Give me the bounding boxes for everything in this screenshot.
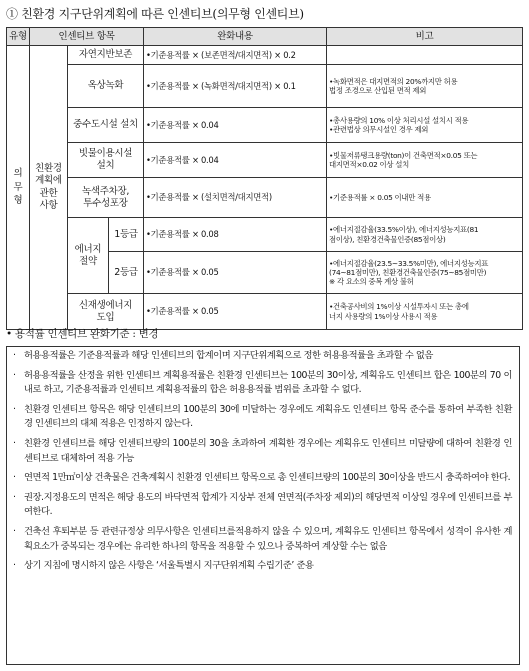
table-row [7,143,523,178]
type-cell: 의 무 형 [7,46,30,330]
header-relief: 완화내용 [144,28,327,46]
item-cell: 빗물이용시설 설치 [68,143,144,178]
table-row [7,46,523,65]
list-item [13,471,512,486]
bullet-mark: · [13,560,16,572]
grade-cell: 1등급 [109,218,144,252]
list-item-text: 허용용적률을 산정을 위한 인센티브 계획용적률은 친환경 인센티브는 100분의 30이상, 계획유도 인센티브 합은 100분의 70 이내로 하고, 기준용적률과 인센티브 계획용적률의 합은 허용용적률 범위를 초과할 수 없다. [24,369,512,396]
table-header-row [7,28,523,46]
list-item-text: 친환경 인센티브 항목은 해당 인센티브의 100분의 30에 미달하는 경우에도 계획유도 인센티브 항목 준수를 통하여 부족한 친환경 인센티브의 대체 적용은 인정하지 않는다. [24,403,512,430]
relief-cell: •기준용적률 × 0.05 [144,252,327,294]
relief-cell: •기준용적률 × 0.04 [144,108,327,143]
table-row [7,294,523,330]
list-item [13,369,512,398]
list-item [13,491,512,520]
note-cell: •총사용량의 10% 이상 처리시설 설치시 적용 •관련법상 의무시설인 경우 제외 [327,108,523,143]
list-item-text: 권장.지정용도의 면적은 해당 용도의 바닥면적 합계가 지상부 전체 연면적(주차장 제외)의 해당면적 이상일 경우에 인센티브를 부여한다. [24,491,512,518]
table-row [7,108,523,143]
note-cell: •건축공사비의 1%이상 시설투자시 또는 총에 너지 사용량의 1%이상 사용시 적용 [327,294,523,330]
item-cell: 녹색주차장, 투수성포장 [68,178,144,218]
grade-cell: 2등급 [109,252,144,294]
criteria-box [6,346,520,665]
note-cell [327,46,523,65]
item-cell: 중수도시설 설치 [68,108,144,143]
table-row [7,178,523,218]
bullet-mark: · [13,525,16,537]
relief-cell: •기준용적률 × 0.08 [144,218,327,252]
table-row [7,65,523,108]
bullet-mark: · [13,369,16,381]
header-type: 유형 [7,28,30,46]
item-cell: 자연지반보존 [68,46,144,65]
relief-cell: •기준용적률 × (녹화면적/대지면적) × 0.1 [144,65,327,108]
relief-cell: •기준용적률 × (설치면적/대지면적) [144,178,327,218]
table-row [7,218,523,252]
list-item-text: 허용용적률은 기준용적률과 해당 인센티브의 합계이며 지구단위계획으로 정한 허용용적률을 초과할 수 없음 [24,350,433,361]
note-cell: •에너지절감율(23.5~33.5%미만), 에너지성능지표 (74~81점미만), 친환경건축물인증(75~85점미만) ※ 각 요소의 중복 계상 불허 [327,252,523,294]
list-item-text: 상기 지침에 명시하지 않은 사항은 ‘서울특별시 지구단위계획 수립기준’ 준용 [24,560,314,572]
item-cell: 신재생에너지 도입 [68,294,144,330]
note-cell: •빗물저류탱크용량(ton)이 건축면적×0.05 또는 대지면적×0.02 이상 설치 [327,143,523,178]
note-cell: •기준용적률 × 0.05 이내만 적용 [327,178,523,218]
relief-cell: •기준용적률 × 0.05 [144,294,327,330]
list-item [13,559,512,574]
list-item [13,349,512,364]
note-cell: •녹화면적은 대지면적의 20%까지만 허용 법정 조경으로 산입된 면적 제외 [327,65,523,108]
list-item [13,403,512,432]
header-note: 비고 [327,28,523,46]
list-item [13,525,512,554]
relief-cell: •기준용적률 × (보존면적/대지면적) × 0.2 [144,46,327,65]
bullet-mark: · [13,491,16,503]
item-cell: 옥상녹화 [68,65,144,108]
list-item-text: 친환경 인센티브를 해당 인센티브량의 100분의 30을 초과하여 계획한 경우에는 계획유도 인센티브 미달량에 대하여 친환경 인센티브로 대체하여 적용 가능 [24,437,512,464]
bullet-mark: · [13,437,16,449]
incentive-table [6,27,523,330]
relief-cell: •기준용적률 × 0.04 [144,143,327,178]
section-title: ① 친환경 지구단위계획에 따른 인센티브(의무형 인센티브) [6,7,304,21]
list-item-text: 건축선 후퇴부분 등 관련규정상 의무사항은 인센티브를적용하지 않을 수 있으며, 계획유도 인센티브 항목에서 성격이 유사한 계획요소가 중복되는 경우에는 유리한 하나의 항목을 적용할 수 있으나 중복하여 계상할 수는 없음 [24,525,512,552]
category-cell: 친환경 계획에 관한 사항 [30,46,68,330]
note-cell: •에너지절감율(33.5%이상), 에너지성능지표(81 점이상), 친환경건축물인증(85점이상) [327,218,523,252]
energy-cell: 에너지 절약 [68,218,109,294]
bullet-mark: · [13,472,16,484]
bullet-mark: · [13,403,16,415]
list-item [13,437,512,466]
subheading: • 용적률 인센티브 완화기준 : 변경 [6,328,159,340]
list-item-text: 연면적 1만㎡이상 건축물은 건축계획시 친환경 인센티브 항목으로 총 인센티브량의 100분의 30이상을 반드시 충족하여야 한다. [24,472,511,484]
header-item: 인센티브 항목 [30,28,144,46]
bullet-mark: · [13,350,16,361]
